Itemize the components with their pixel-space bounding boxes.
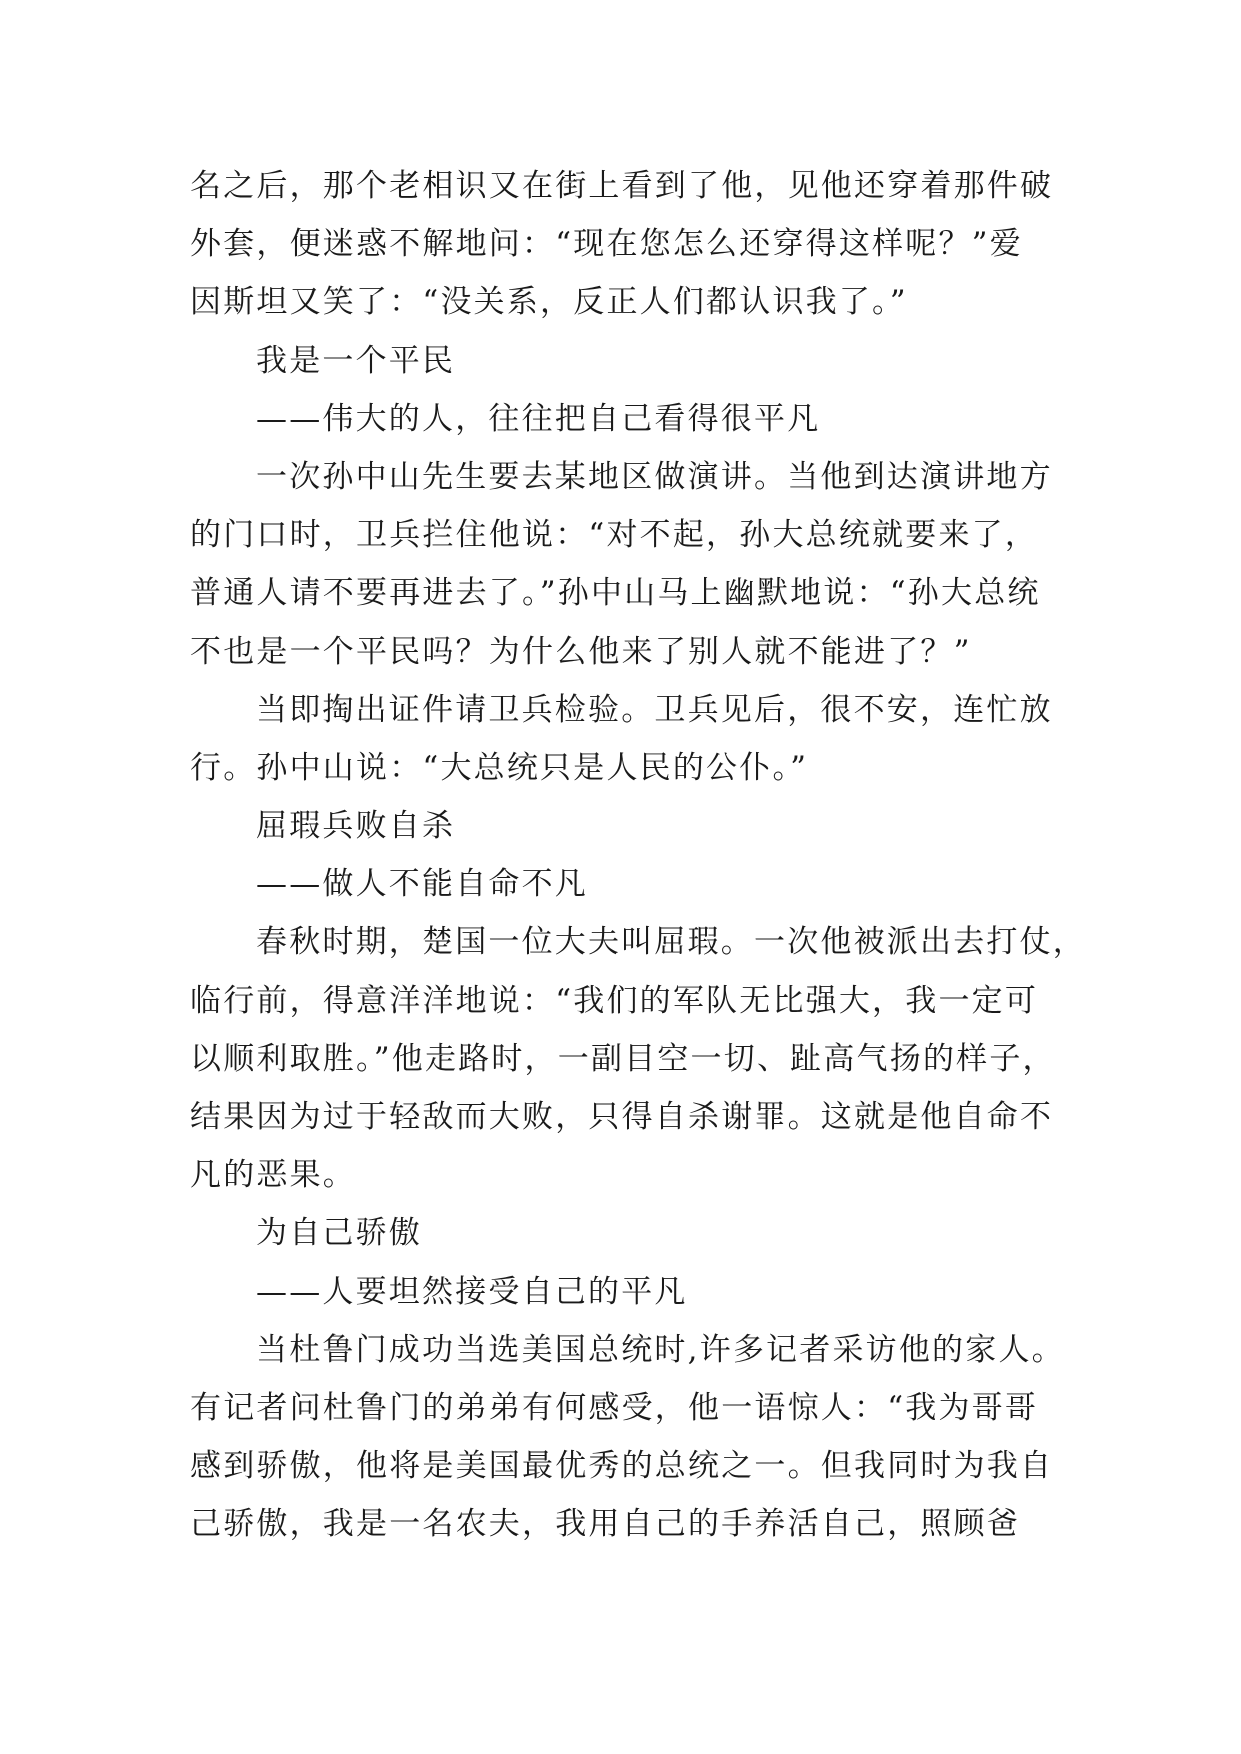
body-text-line: 己骄傲，我是一名农夫，我用自己的手养活自己，照顾爸 — [190, 1506, 1020, 1543]
story-subtitle: ——人要坦然接受自己的平凡 — [256, 1273, 688, 1310]
body-text-line: 有记者问杜鲁门的弟弟有何感受，他一语惊人：“我为哥哥 — [190, 1389, 1039, 1426]
story-title: 为自己骄傲 — [256, 1215, 422, 1252]
story-subtitle: ——做人不能自命不凡 — [256, 866, 588, 903]
body-text-line: 以顺利取胜。”他走路时，一副目空一切、趾高气扬的样子， — [190, 1040, 1056, 1077]
document-page — [190, 157, 1086, 1554]
body-text-line: 名之后，那个老相识又在街上看到了他，见他还穿着那件破 — [190, 168, 1054, 204]
paragraph-start: 一次孙中山先生要去某地区做演讲。当他到达演讲地方 — [256, 458, 1053, 495]
body-text-line: 的门口时，卫兵拦住他说：“对不起，孙大总统就要来了， — [190, 517, 1039, 554]
paragraph-start: 当即掏出证件请卫兵检验。卫兵见后，很不安，连忙放 — [256, 691, 1053, 728]
body-text-line: 临行前，得意洋洋地说：“我们的军队无比强大，我一定可 — [190, 982, 1039, 1019]
body-text-line: 感到骄傲，他将是美国最优秀的总统之一。但我同时为我自 — [190, 1448, 1054, 1485]
body-text-line: 外套，便迷惑不解地问：“现在您怎么还穿得这样呢？”爱 — [190, 226, 1023, 263]
body-text-line: 不也是一个平民吗？为什么他来了别人就不能进了？” — [190, 633, 972, 670]
story-title: 我是一个平民 — [256, 342, 456, 379]
paragraph-start: 春秋时期，楚国一位大夫叫屈瑕。一次他被派出去打仗， — [256, 924, 1086, 961]
story-title: 屈瑕兵败自杀 — [256, 808, 456, 845]
body-text-line: 因斯坦又笑了：“没关系，反正人们都认识我了。” — [190, 284, 908, 321]
body-text-line: 凡的恶果。 — [190, 1157, 356, 1194]
body-text-line: 结果因为过于轻敌而大败，只得自杀谢罪。这就是他自命不 — [190, 1099, 1054, 1135]
body-text-line: 普通人请不要再进去了。”孙中山马上幽默地说：“孙大总统 — [190, 575, 1041, 612]
paragraph-start: 当杜鲁门成功当选美国总统时,许多记者采访他的家人。 — [256, 1331, 1065, 1368]
body-text-line: 行。孙中山说：“大总统只是人民的公仆。” — [190, 749, 809, 786]
story-subtitle: ——伟大的人，往往把自己看得很平凡 — [256, 400, 821, 437]
